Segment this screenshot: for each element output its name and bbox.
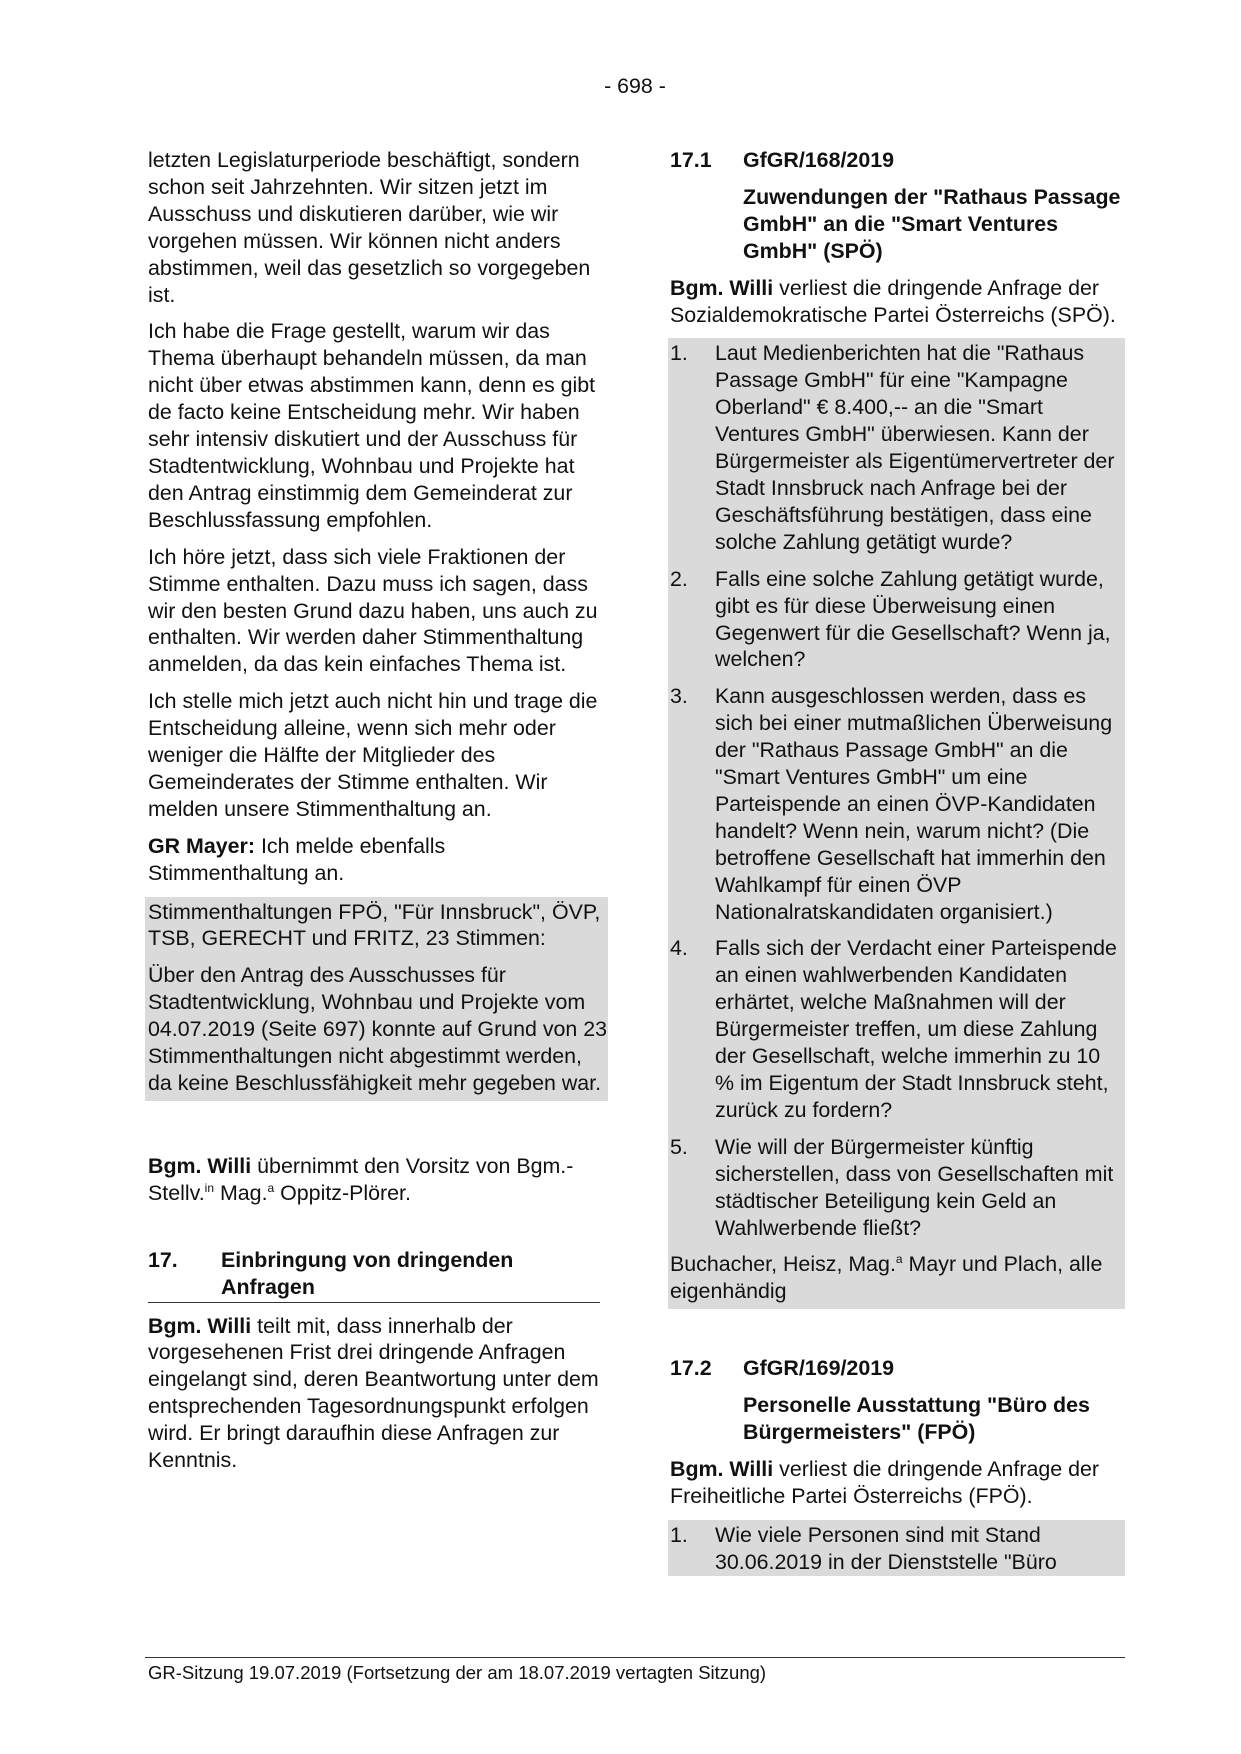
subsection-number: 17.2 xyxy=(670,1356,712,1381)
question-number: 1. xyxy=(670,1522,688,1547)
signers-text: Buchacher, Heisz, Mag. xyxy=(670,1252,896,1277)
question-number: 4. xyxy=(670,936,688,961)
inquiry-box xyxy=(668,1520,1125,1576)
question-text: Falls sich der Verdacht einer Parteispende an einen wahlwerbenden Kandidaten erhärtet, welche Maßnahmen will der Bürgermeister treffen, um diese Zahlung der Gesellschaft, welche immerhin zu 10 % im Eigentum der Stadt Innsbruck steht, zurück zu fordern? xyxy=(715,936,1117,1122)
footer-divider xyxy=(145,1657,1125,1658)
superscript: in xyxy=(204,1180,215,1195)
signers-text: Mayr und Plach, alle eigenhändig xyxy=(670,1252,1103,1304)
vote-result: Über den Antrag des Ausschusses für Stadtentwicklung, Wohnbau und Projekte vom 04.07.2019 (Seite 697) konnte auf Grund von 23 Stimmenthaltungen nicht abgestimmt werden, da keine Beschlussfähigkeit mehr gegeben war. xyxy=(148,963,608,1095)
subsection-reference: GfGR/168/2019 xyxy=(743,148,895,172)
speaker-name: GR Mayer: xyxy=(148,833,255,858)
subsection-title: Zuwendungen der "Rathaus Passage GmbH" an die "Smart Ventures GmbH" (SPÖ) xyxy=(743,184,1121,263)
vote-count: Stimmenthaltungen FPÖ, "Für Innsbruck", ÖVP, TSB, GERECHT und FRITZ, 23 Stimmen: xyxy=(148,899,601,951)
question-item xyxy=(670,935,1125,1123)
subsection-title: Personelle Ausstattung "Büro des Bürgermeisters" (FPÖ) xyxy=(743,1393,1090,1445)
page-number: - 698 - xyxy=(604,74,666,98)
paragraph: Ich stelle mich jetzt auch nicht hin und trage die Entscheidung alleine, wenn sich mehr oder weniger die Hälfte der Mitglieder des Gemeinderates der Stimme enthalten. Wir melden unsere Stimmenthaltung an. xyxy=(148,689,598,821)
subsection-number: 17.1 xyxy=(670,148,712,172)
signers xyxy=(670,1251,1125,1305)
section-title: Einbringung von dringenden Anfragen xyxy=(221,1247,514,1299)
question-text: Wie viele Personen sind mit Stand 30.06.2019 in der Dienststelle "Büro xyxy=(715,1522,1057,1574)
paragraph: Ich habe die Frage gestellt, warum wir das Thema überhaupt behandeln müssen, da man nicht über etwas abstimmen kann, denn es gibt de facto keine Entscheidung mehr. Wir haben sehr intensiv diskutiert und der Ausschuss für Stadtentwicklung, Wohnbau und Projekte hat den Antrag einstimmig dem Gemeinderat zur Beschlussfassung empfohlen. xyxy=(148,319,596,532)
speaker-name: Bgm. Willi xyxy=(670,1456,774,1481)
superscript: a xyxy=(895,1252,903,1267)
reading-statement xyxy=(670,275,1125,329)
reading-statement xyxy=(670,1456,1125,1510)
statement-text: verliest die dringende Anfrage der Sozialdemokratische Partei Österreichs (SPÖ). xyxy=(670,275,1116,327)
question-number: 5. xyxy=(670,1134,688,1159)
question-text: Wie will der Bürgermeister künftig sicherstellen, dass von Gesellschaften mit städtischer Beteiligung kein Geld an Wahlwerbende fließt? xyxy=(715,1134,1114,1240)
paragraph: Ich höre jetzt, dass sich viele Fraktionen der Stimme enthalten. Dazu muss ich sagen, dass wir den besten Grund dazu haben, uns auch zu enthalten. Wir werden daher Stimmenthaltung anmelden, da das kein einfaches Thema ist. xyxy=(148,544,598,677)
section-heading xyxy=(148,1247,600,1303)
right-column xyxy=(670,147,1125,1576)
chair-change xyxy=(148,1153,600,1207)
question-number: 3. xyxy=(670,684,688,709)
subsection-heading xyxy=(670,1355,1125,1382)
intro-statement xyxy=(148,1313,600,1474)
subsection-reference: GfGR/169/2019 xyxy=(743,1356,895,1381)
question-number: 2. xyxy=(670,566,688,591)
vote-result-box xyxy=(145,897,608,1101)
superscript: a xyxy=(267,1180,275,1195)
page-footer: GR-Sitzung 19.07.2019 (Fortsetzung der am 18.07.2019 vertagten Sitzung) xyxy=(148,1662,767,1683)
question-number: 1. xyxy=(670,341,688,366)
question-item xyxy=(670,340,1125,555)
section-number: 17. xyxy=(148,1247,178,1272)
subsection-heading xyxy=(670,147,1125,174)
chair-text: Mag. xyxy=(214,1180,268,1205)
left-column xyxy=(148,147,608,1484)
question-item xyxy=(670,566,1125,674)
question-text: Kann ausgeschlossen werden, dass es sich bei einer mutmaßlichen Überweisung der "Rathaus Passage GmbH" an die "Smart Ventures GmbH" um eine Parteispende an einen ÖVP-Kandidaten handelt? Wenn nein, warum nicht? (Die betroffene Gesellschaft hat immerhin den Wahlkampf für einen ÖVP Nationalratskandidaten organisiert.) xyxy=(715,684,1113,924)
statement-text: Ich melde ebenfalls Stimmenthaltung an. xyxy=(148,833,446,885)
question-text: Laut Medienberichten hat die "Rathaus Passage GmbH" für eine "Kampagne Oberland" € 8.400,-- an die "Smart Ventures GmbH" überwiesen. Kann der Bürgermeister als Eigentümervertreter der Stadt Innsbruck nach Anfrage bei der Geschäftsführung bestätigen, dass eine solche Zahlung getätigt wurde? xyxy=(715,341,1115,554)
speaker-name: Bgm. Willi xyxy=(148,1313,252,1338)
question-item xyxy=(670,683,1125,925)
question-item xyxy=(670,1522,1125,1576)
speaker-name: Bgm. Willi xyxy=(670,275,774,300)
chair-text: übernimmt den Vorsitz von Bgm.-Stellv. xyxy=(148,1153,574,1205)
question-text: Falls eine solche Zahlung getätigt wurde, gibt es für diese Überweisung einen Gegenwert für die Gesellschaft? Wenn ja, welchen? xyxy=(715,566,1111,672)
statement-text: verliest die dringende Anfrage der Freiheitliche Partei Österreichs (FPÖ). xyxy=(670,1456,1100,1508)
mayer-statement xyxy=(148,833,600,887)
statement-text: teilt mit, dass innerhalb der vorgesehenen Frist drei dringende Anfragen eingelangt sind, deren Beantwortung unter dem entsprechenden Tagesordnungspunkt erfolgen wird. Er bringt daraufhin diese Anfragen zur Kenntnis. xyxy=(148,1313,599,1473)
chair-text: Oppitz-Plörer. xyxy=(274,1180,411,1205)
inquiry-box xyxy=(668,338,1125,1309)
speaker-name: Bgm. Willi xyxy=(148,1153,252,1178)
question-item xyxy=(670,1134,1125,1242)
paragraph: letzten Legislaturperiode beschäftigt, sondern schon seit Jahrzehnten. Wir sitzen jetzt im Ausschuss und diskutieren darüber, wie wir vorgehen müssen. Wir können nicht anders abstimmen, weil das gesetzlich so vorgegeben ist. xyxy=(148,148,591,307)
